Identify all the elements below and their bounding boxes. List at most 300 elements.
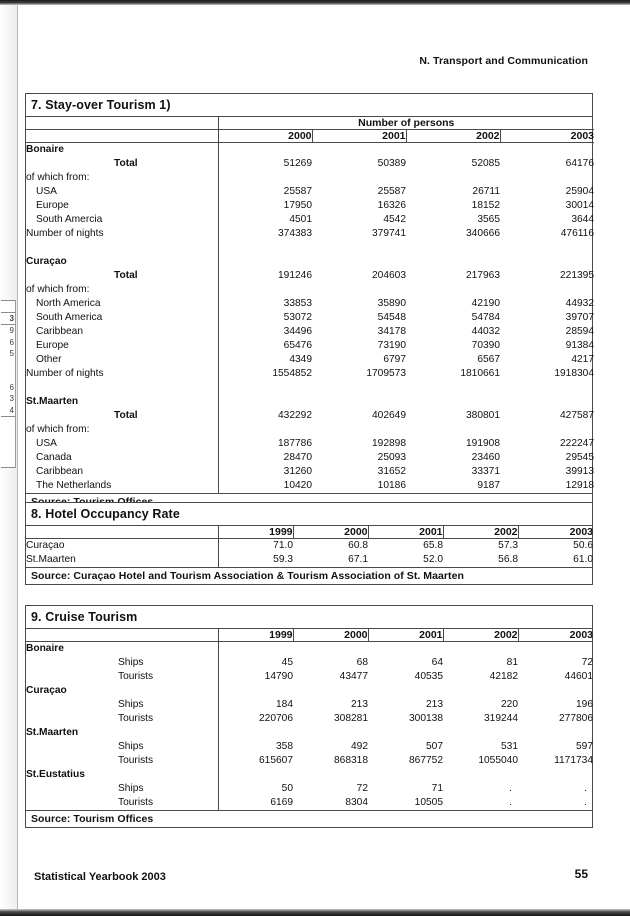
row-value: 54548 [377,312,406,323]
table-header-group [26,629,593,642]
row-value: 221395 [560,270,595,281]
facing-page-number-fragment: 6 [9,337,14,347]
row-value: 54784 [471,312,500,323]
row-value [218,255,312,269]
row-label: of which from: [26,423,218,437]
row-value: . [584,783,587,794]
row-value [406,255,500,269]
row-value: 35890 [377,298,406,309]
table-row [26,241,594,255]
row-value [518,642,593,657]
row-value: 402649 [372,410,406,421]
row-value: 17950 [283,200,312,211]
row-value: 213 [426,699,443,710]
row-value [500,255,594,269]
row-value: 81 [506,657,518,668]
row-value [518,726,593,740]
row-value: 4501 [289,214,312,225]
year-header-blank [26,130,218,143]
row-value: 192898 [372,438,406,449]
facing-page-sliver [1,300,16,468]
row-value: 14790 [264,671,293,682]
row-value [312,171,406,185]
row-value: 56.8 [498,554,518,565]
row-value [406,395,500,409]
row-label: Bonaire [26,642,218,657]
row-label: Tourists [26,670,218,684]
row-value: 39707 [565,312,595,323]
footer-title: Statistical Yearbook 2003 [34,871,166,883]
row-label: Tourists [26,712,218,726]
row-value: 4349 [289,354,312,365]
row-value: 23460 [471,452,500,463]
row-label: Ships [26,656,218,670]
facing-page-number-fragment: 6 [9,382,14,392]
row-value: 10505 [414,797,443,808]
row-value [406,171,500,185]
row-label: St.Eustatius [26,768,218,782]
row-value [218,768,293,782]
row-value: 1918304 [554,368,595,379]
row-value [443,684,518,698]
row-value [218,684,293,698]
document-page [18,5,630,909]
row-label: South Amercia [26,213,218,227]
row-value: 25093 [377,452,406,463]
row-value: 213 [351,699,368,710]
table-title: 8. Hotel Occupancy Rate [26,503,592,526]
row-value [500,143,594,158]
row-value [406,283,500,297]
row-value [500,423,594,437]
row-value: 615607 [259,755,293,766]
row-value [312,395,406,409]
row-value: 340666 [466,228,500,239]
year-header-2000: 2000 [293,526,368,539]
year-header-blank [26,526,218,539]
row-value: 191246 [278,270,312,281]
year-header-2000: 2000 [293,629,368,642]
row-label: Other [26,353,218,367]
row-value: 374383 [278,228,312,239]
running-head: N. Transport and Communication [419,55,588,67]
row-value: 34496 [283,326,312,337]
row-value: 379741 [372,228,406,239]
row-value: 29545 [565,452,595,463]
row-value: 4217 [571,354,595,365]
year-header-1999: 1999 [218,526,293,539]
table-source-note: Source: Tourism Offices [26,810,592,827]
row-value: 4542 [383,214,406,225]
row-value: 217963 [466,270,500,281]
row-value: 28470 [283,452,312,463]
row-label: Caribbean [26,325,218,339]
row-label: Ships [26,740,218,754]
row-label: Curaçao [26,255,218,269]
year-header-2003: 2003 [500,130,594,143]
table-row [26,255,594,269]
row-value: 45 [281,657,293,668]
year-header-blank [26,629,218,642]
table-row [26,712,593,726]
row-value: 33371 [471,466,500,477]
row-value [500,283,594,297]
row-value: 427587 [560,410,595,421]
row-value: 196 [576,699,593,710]
row-value [218,283,312,297]
row-value [368,642,443,657]
row-value: 68 [356,657,368,668]
row-value: 476116 [560,228,595,239]
table-body [26,143,594,494]
row-value: 191908 [466,438,500,449]
row-label: St.Maarten [26,726,218,740]
row-value [293,726,368,740]
row-value: 71 [431,783,443,794]
table-row [26,409,594,423]
row-label [26,381,218,395]
row-value: 42182 [489,671,518,682]
row-value: 222247 [560,438,595,449]
row-value: 12918 [565,480,595,491]
row-value: 42190 [471,298,500,309]
row-value: 60.8 [348,540,368,551]
facing-page-number-fragment: 5 [9,349,14,358]
row-label: Total [26,157,218,171]
row-label: Total [26,409,218,423]
row-value [218,171,312,185]
table-stay-over-tourism [25,93,593,511]
table-row [26,297,594,311]
table-row [26,381,594,395]
row-value: . [509,783,512,794]
table-row [26,754,593,768]
row-value: 28594 [565,326,595,337]
table-row [26,157,594,171]
row-label [26,241,218,255]
row-label: Tourists [26,796,218,810]
row-value: 1055040 [478,755,518,766]
table-year-header-row [26,526,593,539]
row-label: Europe [26,339,218,353]
row-value: 432292 [278,410,312,421]
row-value: 18152 [471,200,500,211]
row-value: 1171734 [554,755,593,766]
table-row [26,367,594,381]
table-year-header-row [26,130,594,143]
row-value [218,143,312,158]
row-value [500,381,594,395]
row-value: 8304 [345,797,368,808]
table-row [26,539,593,554]
row-value: 300138 [409,713,443,724]
row-value: 31652 [377,466,406,477]
table-grid [26,117,594,493]
table-cruise-tourism [25,605,593,828]
row-value: 34178 [377,326,406,337]
table-row [26,726,593,740]
table-body [26,539,593,568]
row-value: 72 [356,783,368,794]
row-value: 65.8 [423,540,443,551]
row-label: Bonaire [26,143,218,158]
row-value [218,642,293,657]
row-label: of which from: [26,171,218,185]
table-row [26,553,593,567]
table-source-note: Source: Curaçao Hotel and Tourism Association & Tourism Association of St. Maarten [26,567,592,584]
row-label: St.Maarten [26,553,218,567]
row-value: 53072 [283,312,312,323]
row-value [312,423,406,437]
row-value: 67.1 [348,554,368,565]
row-value [312,241,406,255]
row-value: 26711 [472,186,500,197]
row-value: 358 [276,741,293,752]
row-value: 277806 [559,713,593,724]
row-value: 73190 [377,340,406,351]
table-row [26,684,593,698]
row-value [293,684,368,698]
row-value [293,642,368,657]
table-grid [26,629,593,810]
row-label: North America [26,297,218,311]
row-label: Ships [26,782,218,796]
table-row [26,325,594,339]
row-value: 868318 [334,755,368,766]
row-label: USA [26,437,218,451]
year-header-2001: 2001 [312,130,406,143]
row-value: 220706 [259,713,293,724]
row-value: 50389 [377,158,406,169]
row-value: 10420 [283,480,312,491]
year-header-2002: 2002 [406,130,500,143]
table-grid [26,526,593,567]
row-value: 71.0 [273,540,293,551]
row-label: Caribbean [26,465,218,479]
row-value: 184 [276,699,293,710]
row-value: . [509,797,512,808]
row-value: 50.6 [573,540,593,551]
row-value: 492 [351,741,368,752]
table-row [26,423,594,437]
row-label: Curaçao [26,684,218,698]
row-value: 204603 [372,270,406,281]
table-row [26,171,594,185]
row-value [368,726,443,740]
row-value: 40535 [414,671,443,682]
row-value: 220 [501,699,518,710]
table-row [26,642,593,657]
year-header-2003: 2003 [518,629,593,642]
row-value: 44032 [471,326,500,337]
row-label: Ships [26,698,218,712]
row-value: 52085 [471,158,500,169]
table-row [26,656,593,670]
table-row [26,283,594,297]
row-value [293,768,368,782]
year-header-2002: 2002 [443,629,518,642]
span-header-number-of-persons: Number of persons [218,117,594,130]
table-title: 9. Cruise Tourism [26,606,592,629]
table-row [26,143,594,158]
row-value [500,395,594,409]
table-row [26,451,594,465]
row-value: 531 [501,741,518,752]
row-value: 16326 [377,200,406,211]
row-value: 61.0 [573,554,593,565]
row-label: Tourists [26,754,218,768]
row-value: 39913 [565,466,595,477]
row-value: 1709573 [366,368,406,379]
row-value: 6169 [270,797,293,808]
table-title: 7. Stay-over Tourism 1) [26,94,592,117]
row-value: 507 [426,741,443,752]
facing-page-header-fragment: 3 [1,312,15,325]
row-value: 70390 [471,340,500,351]
table-row [26,311,594,325]
row-value: 65476 [283,340,312,351]
row-label: St.Maarten [26,395,218,409]
table-row [26,339,594,353]
row-value [312,283,406,297]
table-row [26,465,594,479]
table-row [26,213,594,227]
table-header-group [26,117,594,143]
table-row [26,437,594,451]
year-header-2002: 2002 [443,526,518,539]
row-value: 25904 [565,186,595,197]
table-row [26,227,594,241]
table-row [26,199,594,213]
row-value: 867752 [409,755,443,766]
row-value [218,381,312,395]
row-value: 43477 [339,671,368,682]
row-value [406,381,500,395]
row-value: 1810661 [460,368,500,379]
row-value [368,768,443,782]
row-value [368,684,443,698]
row-value: 10186 [377,480,406,491]
row-value [406,143,500,158]
row-label: of which from: [26,283,218,297]
row-label: Canada [26,451,218,465]
year-header-1999: 1999 [218,629,293,642]
year-header-2001: 2001 [368,629,443,642]
row-value [518,684,593,698]
table-row [26,395,594,409]
row-value: 308281 [334,713,368,724]
row-value: 51269 [283,158,312,169]
row-value [500,241,594,255]
row-value: 3644 [571,214,595,225]
row-value: 25587 [283,186,312,197]
facing-page-number-fragment: 3 [9,394,14,403]
row-label: Total [26,269,218,283]
row-value: 25587 [377,186,406,197]
table-row [26,698,593,712]
row-value [406,241,500,255]
table-header-group [26,526,593,539]
table-row [26,479,594,493]
row-value: 59.3 [273,554,293,565]
row-value: 6567 [477,354,500,365]
row-value: . [584,797,587,808]
row-value [312,143,406,158]
row-value: 9187 [477,480,500,491]
table-row [26,782,593,796]
table-body [26,642,593,811]
year-header-2003: 2003 [518,526,593,539]
table-hotel-occupancy-rate [25,502,593,585]
row-value: 6797 [383,354,406,365]
table-row [26,269,594,283]
footer-page-number: 55 [574,867,588,881]
table-row [26,353,594,367]
table-row [26,185,594,199]
scan-bottom-edge [0,909,630,916]
table-row [26,796,593,810]
year-header-2001: 2001 [368,526,443,539]
row-value [312,255,406,269]
row-value: 64176 [565,158,595,169]
row-value [443,642,518,657]
row-value: 64 [431,657,443,668]
row-label: South America [26,311,218,325]
row-value [218,395,312,409]
row-value: 57.3 [498,540,518,551]
row-label: Number of nights [26,367,218,381]
row-label: The Netherlands [26,479,218,493]
row-value: 33853 [283,298,312,309]
row-value: 72 [581,657,593,668]
table-row [26,768,593,782]
row-value [518,768,593,782]
row-value [218,726,293,740]
row-value [406,423,500,437]
table-year-header-row [26,629,593,642]
row-label: Europe [26,199,218,213]
row-value: 3565 [477,214,500,225]
row-label: Number of nights [26,227,218,241]
row-value: 91384 [565,340,595,351]
row-value [443,768,518,782]
table-row [26,740,593,754]
row-value [218,423,312,437]
row-value [218,241,312,255]
row-value: 52.0 [423,554,443,565]
row-value: 30014 [565,200,595,211]
row-value: 50 [281,783,293,794]
row-value: 44932 [565,298,595,309]
row-value [443,726,518,740]
year-header-2000: 2000 [218,130,312,143]
table-row [26,670,593,684]
row-value [500,171,594,185]
row-label: Curaçao [26,539,218,554]
row-value: 1554852 [272,368,312,379]
row-value [312,381,406,395]
row-label: USA [26,185,218,199]
row-value: 187786 [278,438,312,449]
row-value: 380801 [466,410,500,421]
facing-page-number-fragment: 4 [9,405,14,415]
row-value: 597 [576,741,593,752]
row-value: 44601 [564,671,593,682]
row-value: 31260 [283,466,312,477]
row-value: 319244 [484,713,518,724]
table-span-header-row [26,117,594,130]
facing-page-number-fragment: 9 [9,326,14,335]
